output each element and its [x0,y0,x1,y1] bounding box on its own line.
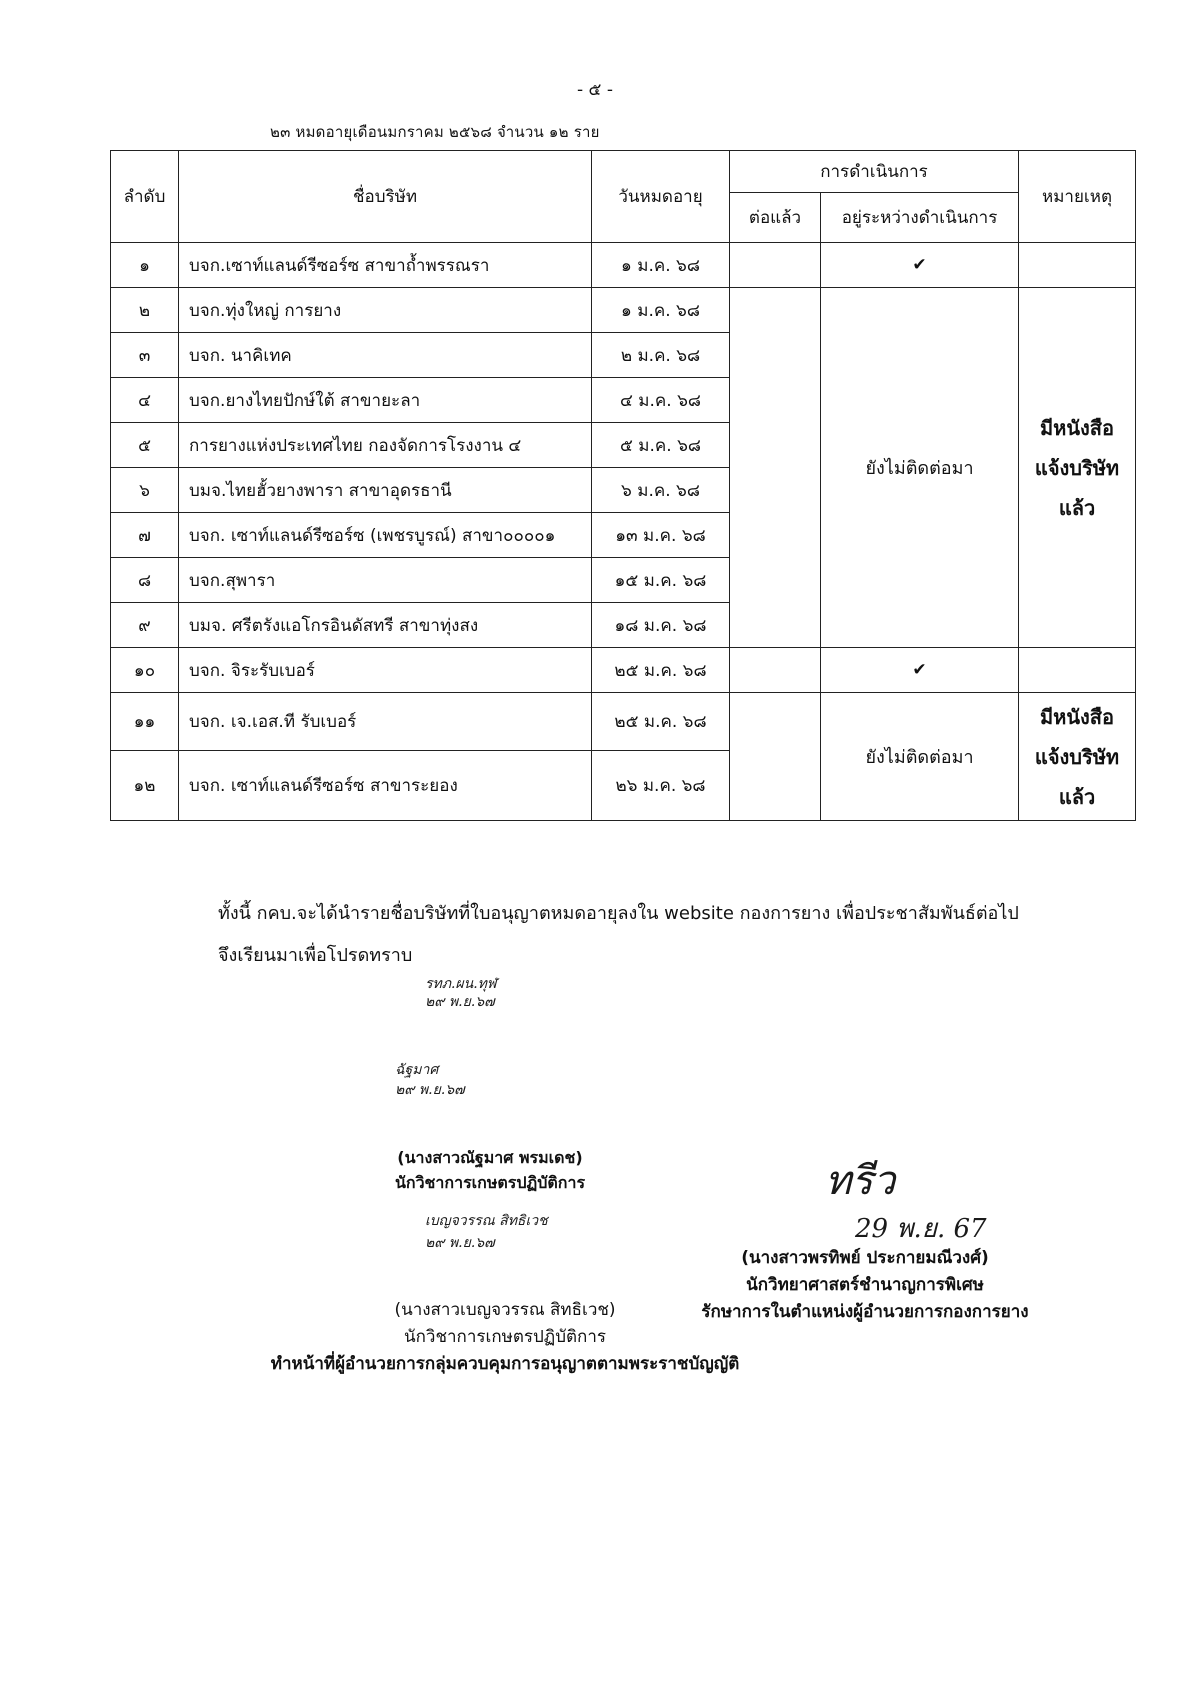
cell-remark [1019,243,1136,288]
cell-no: ๙ [111,603,179,648]
cell-no: ๑๑ [111,693,179,751]
signer-2-position: นักวิชาการเกษตรปฏิบัติการ [404,1327,606,1347]
table-row [111,243,1136,288]
note-paragraph: ทั้งนี้ กคบ.จะได้นำรายชื่อบริษัทที่ใบอนุญาตหมดอายุลงใน website กองการยาง เพื่อประชาสัมพันธ์ต่อไป [218,903,1019,924]
header-expiry: วันหมดอายุ [592,151,730,243]
signer-1-name: (นางสาวณัฐมาศ พรมเดช) [397,1148,583,1167]
remark-line: แล้ว [1058,495,1096,520]
cell-no: ๑๐ [111,648,179,693]
cell-expiry: ๑๘ ม.ค. ๖๘ [592,603,730,648]
initial-text: ฉัฐมาศ [395,1062,439,1078]
cell-no: ๒ [111,288,179,333]
cell-expiry: ๒๖ ม.ค. ๖๘ [592,751,730,821]
cell-no: ๖ [111,468,179,513]
initial-date: ๒๙ พ.ย.๖๗ [425,1235,495,1251]
cell-company: บจก.เซาท์แลนด์รีซอร์ซ สาขาถ้ำพรรณรา [179,243,592,288]
signer-2-acting: ทำหน้าที่ผู้อำนวยการกลุ่มควบคุมการอนุญาตตามพระราชบัญญัติ [270,1354,740,1374]
cell-expiry: ๕ ม.ค. ๖๘ [592,423,730,468]
cell-company: บจก.ทุ่งใหญ่ การยาง [179,288,592,333]
cell-company: บจก. นาคิเทค [179,333,592,378]
initial-1 [425,975,496,1011]
remark-line: แล้ว [1058,784,1096,809]
check-mark-icon: ✔ [821,648,1019,693]
initial-date: ๒๙ พ.ย.๖๗ [395,1082,465,1098]
remark-line: แจ้งบริษัท [1034,744,1120,769]
cell-company: บมจ.ไทยฮั้วยางพารา สาขาอุดรธานี [179,468,592,513]
page-number: - ๕ - [577,80,613,100]
expiry-table [110,150,1136,821]
cell-company: บจก. เซาท์แลนด์รีซอร์ซ สาขาระยอง [179,751,592,821]
cell-expiry: ๒๕ ม.ค. ๖๘ [592,648,730,693]
cell-expiry: ๑ ม.ค. ๖๘ [592,243,730,288]
signer-2 [270,1296,740,1377]
header-remark: หมายเหตุ [1019,151,1136,243]
table-row [111,648,1136,693]
check-mark-icon: ✔ [821,243,1019,288]
cell-company: บจก. เจ.เอส.ที รับเบอร์ [179,693,592,751]
cell-company: บจก. เซาท์แลนด์รีซอร์ซ (เพชรบูรณ์) สาขา๐๐๐๐๑ [179,513,592,558]
cell-renewed-group [730,693,821,821]
signer-1-position: นักวิชาการเกษตรปฏิบัติการ [394,1173,586,1192]
status-not-contacted: ยังไม่ติดต่อมา [821,288,1019,648]
cell-expiry: ๖ ม.ค. ๖๘ [592,468,730,513]
cell-expiry: ๑ ม.ค. ๖๘ [592,288,730,333]
header-no: ลำดับ [111,151,179,243]
cell-renewed [730,648,821,693]
status-not-contacted: ยังไม่ติดต่อมา [821,693,1019,821]
signer-2-name: (นางสาวเบญจวรรณ สิทธิเวช) [394,1300,616,1320]
closing-line: จึงเรียนมาเพื่อโปรดทราบ [218,945,413,966]
header-company: ชื่อบริษัท [179,151,592,243]
signer-3 [700,1244,1030,1325]
header-renewed: ต่อแล้ว [730,193,821,243]
cell-no: ๓ [111,333,179,378]
cell-no: ๗ [111,513,179,558]
cell-expiry: ๒๕ ม.ค. ๖๘ [592,693,730,751]
signer-3-name: (นางสาวพรทิพย์ ประกายมณีวงศ์) [741,1248,989,1268]
remark-line: มีหนังสือ [1040,415,1115,440]
cell-no: ๑๒ [111,751,179,821]
signer-3-position: นักวิทยาศาสตร์ชำนาญการพิเศษ [746,1275,984,1295]
signature-3-date: 29 พ.ย. 67 [855,1214,987,1244]
cell-expiry: ๔ ม.ค. ๖๘ [592,378,730,423]
table-row [111,288,1136,333]
cell-no: ๘ [111,558,179,603]
header-action: การดำเนินการ [730,151,1019,193]
cell-expiry: ๑๕ ม.ค. ๖๘ [592,558,730,603]
cell-company: บจก.ยางไทยปักษ์ใต้ สาขายะลา [179,378,592,423]
remark-letter-sent [1019,288,1136,648]
section-heading: ๒๓ หมดอายุเดือนมกราคม ๒๕๖๘ จำนวน ๑๒ ราย [270,123,600,141]
remark-line: แจ้งบริษัท [1034,455,1120,480]
cell-no: ๕ [111,423,179,468]
initial-text: รทภ.ผน.ทุฬ [425,976,497,992]
signer-1 [390,1146,590,1196]
cell-company: บมจ. ศรีตรังแอโกรอินดัสทรี สาขาทุ่งสง [179,603,592,648]
cell-remark [1019,648,1136,693]
remark-letter-sent [1019,693,1136,821]
cell-expiry: ๒ ม.ค. ๖๘ [592,333,730,378]
cell-company: การยางแห่งประเทศไทย กองจัดการโรงงาน ๔ [179,423,592,468]
cell-expiry: ๑๓ ม.ค. ๖๘ [592,513,730,558]
initial-2 [395,1060,465,1100]
cell-no: ๔ [111,378,179,423]
cell-company: บจก.สุพารา [179,558,592,603]
initial-date: ๒๙ พ.ย.๖๗ [425,994,495,1010]
initial-text: เบญจวรรณ สิทธิเวช [425,1213,548,1229]
cell-renewed [730,243,821,288]
signer-3-acting: รักษาการในตำแหน่งผู้อำนวยการกองการยาง [701,1302,1029,1322]
cell-no: ๑ [111,243,179,288]
signature-3: ทรีว [825,1158,896,1204]
remark-line: มีหนังสือ [1040,704,1115,729]
initial-3 [425,1210,548,1254]
table-row [111,693,1136,751]
cell-renewed-group [730,288,821,648]
cell-company: บจก. จิระรับเบอร์ [179,648,592,693]
header-in-progress: อยู่ระหว่างดำเนินการ [821,193,1019,243]
